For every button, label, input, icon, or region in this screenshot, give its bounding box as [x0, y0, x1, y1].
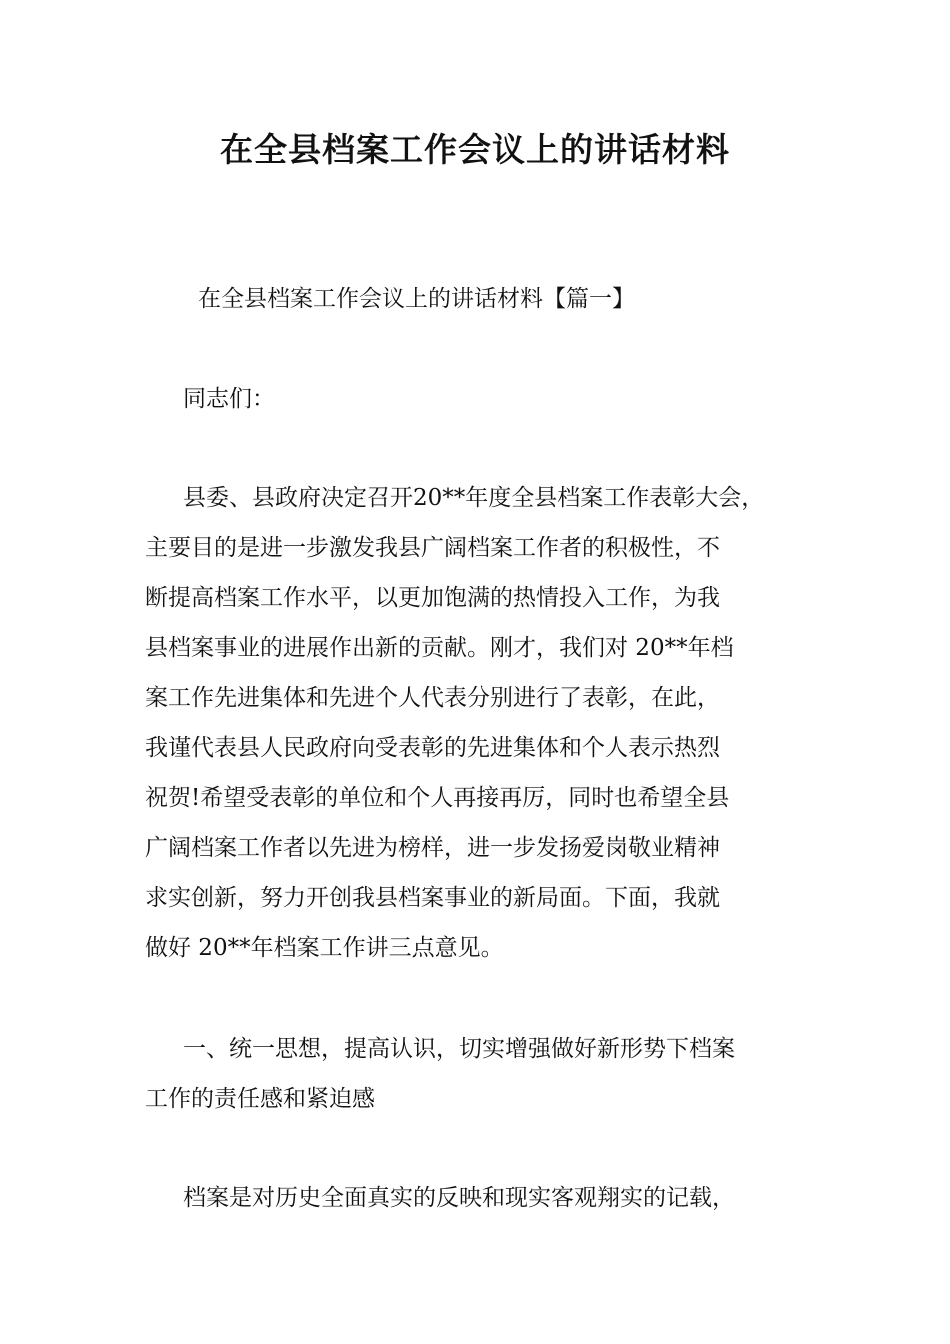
section-heading-line: 一、统一思想，提高认识，切实增强做好新形势下档案: [183, 1036, 735, 1062]
paragraph-line: 做好 20**年档案工作讲三点意见。: [145, 935, 504, 961]
paragraph-line: 我谨代表县人民政府向受表彰的先进集体和个人表示热烈: [145, 735, 720, 761]
document-title: 在全县档案工作会议上的讲话材料: [220, 130, 730, 169]
section-heading-line: 工作的责任感和紧迫感: [145, 1086, 375, 1112]
paragraph-line: 广阔档案工作者以先进为榜样，进一步发扬爱岗敬业精神: [145, 835, 720, 861]
paragraph-line: 祝贺!希望受表彰的单位和个人再接再厉，同时也希望全县: [145, 785, 730, 811]
paragraph-line: 求实创新，努力开创我县档案事业的新局面。下面，我就: [145, 885, 720, 911]
paragraph-line: 档案是对历史全面真实的反映和现实客观翔实的记载，: [183, 1185, 735, 1211]
paragraph-line: 断提高档案工作水平，以更加饱满的热情投入工作，为我: [145, 585, 720, 611]
paragraph-line: 县委、县政府决定召开20**年度全县档案工作表彰大会，: [183, 485, 765, 511]
document-subtitle: 在全县档案工作会议上的讲话材料【篇一】: [198, 286, 635, 312]
paragraph-line: 主要目的是进一步激发我县广阔档案工作者的积极性，不: [145, 535, 720, 561]
paragraph-line: 案工作先进集体和先进个人代表分别进行了表彰，在此，: [145, 685, 720, 711]
greeting: 同志们：: [183, 386, 275, 412]
paragraph-line: 县档案事业的进展作出新的贡献。刚才，我们对 20**年档: [145, 635, 734, 661]
